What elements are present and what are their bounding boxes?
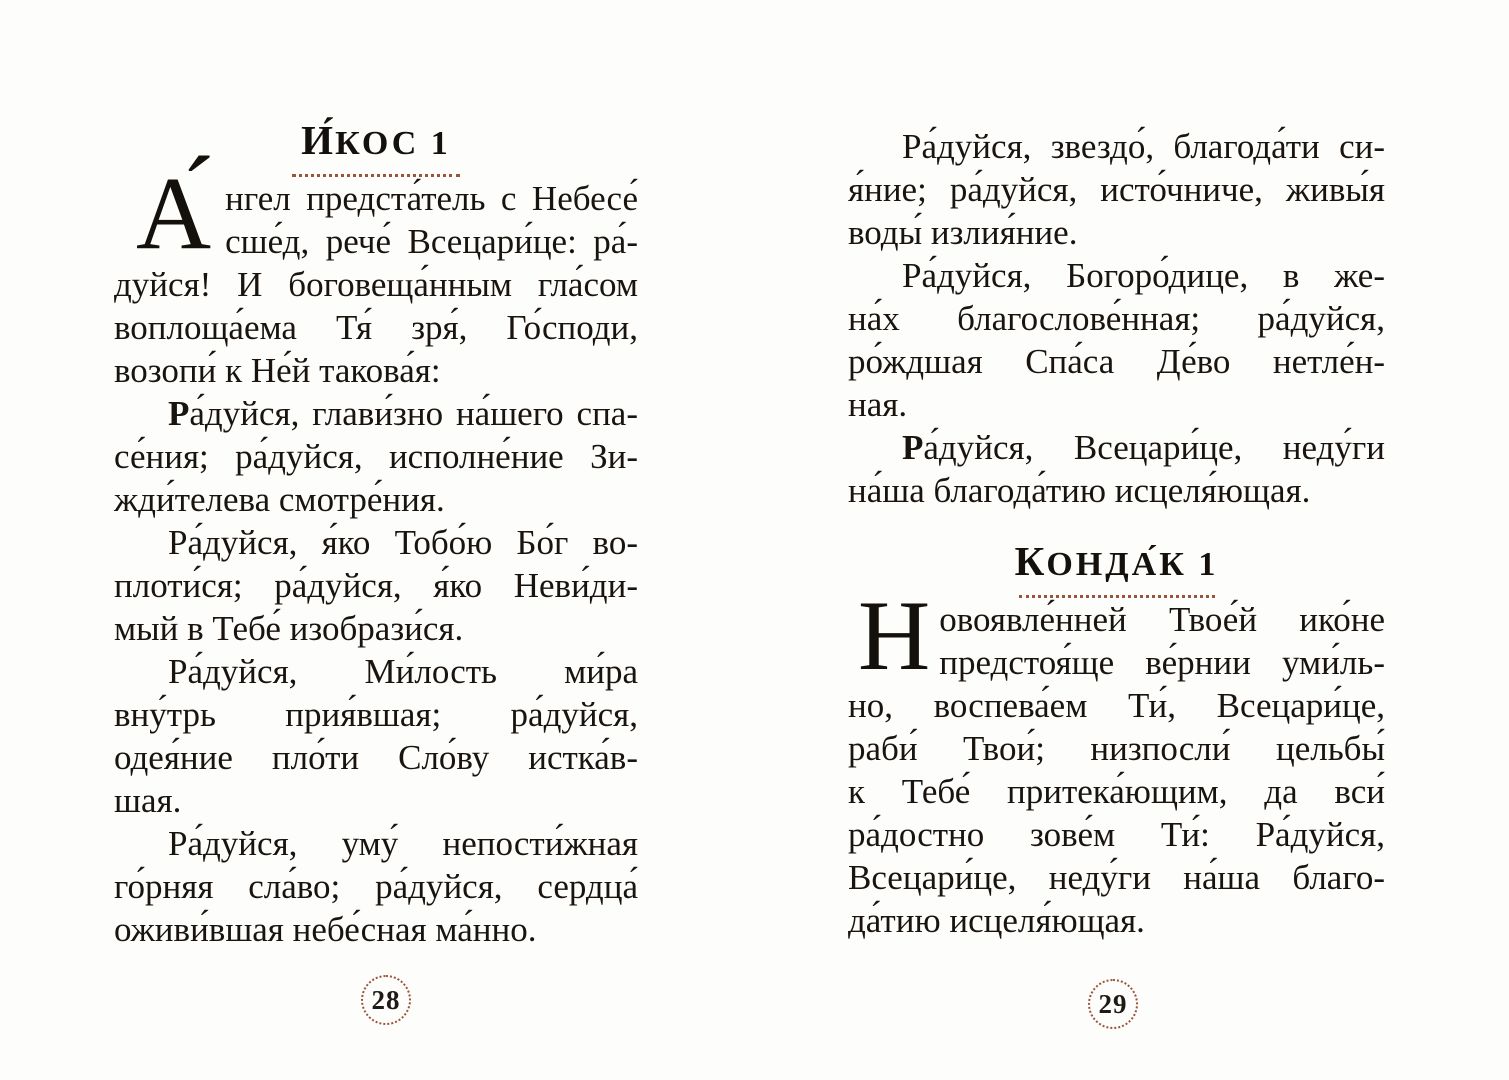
- text-line: Ра́дуйся, Богоро́дице, в же-: [902, 256, 1385, 295]
- text-line: Ра́дуйся, я́ко Тобо́ю Бо́г во-: [168, 523, 638, 562]
- text-line: вну́трь прия́вшая; ра́дуйся,: [114, 695, 638, 734]
- paragraph: [114, 156, 638, 392]
- bold-initial: Р: [902, 428, 924, 467]
- page-right-text-column: [848, 0, 1385, 942]
- text-line: Всецари́це, неду́ги на́ша благо-: [848, 858, 1385, 897]
- text-line: ро́ждшая Спа́са Де́во нетле́н-: [848, 342, 1385, 381]
- text-line: сше́д, рече́ Всецари́це: ра́-: [225, 222, 638, 261]
- paragraph: [848, 426, 1385, 512]
- paragraph: [114, 392, 638, 521]
- text-line: мый в Тебе́ изобрази́ся.: [114, 609, 464, 648]
- text-line: да́тию исцеля́ющая.: [848, 901, 1145, 940]
- text-line: одея́ние пло́ти Сло́ву истка́в-: [114, 738, 638, 777]
- paragraph: [114, 822, 638, 951]
- page-number: 29: [1098, 988, 1128, 1019]
- text-line: я́ние; ра́дуйся, исто́чниче, живы́я: [848, 170, 1385, 209]
- page-right: [754, 0, 1509, 1080]
- page-left: [0, 0, 754, 1080]
- bold-initial: Р: [168, 394, 190, 433]
- text-line: ная.: [848, 385, 908, 424]
- paragraph: [114, 521, 638, 650]
- paragraph: [848, 580, 1385, 942]
- text-line: но, воспева́ем Ти́, Всецари́це,: [848, 686, 1385, 725]
- page-left-text-column: [114, 0, 638, 951]
- heading-initial: К: [1014, 538, 1047, 584]
- text-line: раби́ Твои́; низпосли́ цельбы́: [848, 729, 1385, 768]
- heading-rest: КОС 1: [335, 125, 451, 162]
- text-line: воплоща́ема Тя́ зря́, Го́споди,: [114, 308, 638, 347]
- text-line: на́х благослове́нная; ра́дуйся,: [848, 299, 1385, 338]
- text-line: дуйся! И боговеща́нным гла́сом: [114, 265, 638, 304]
- text-line: шая.: [114, 781, 182, 820]
- page-number: 28: [371, 984, 401, 1015]
- text-line: се́ния; ра́дуйся, исполне́ние Зи-: [114, 437, 638, 476]
- text-line: Ра́дуйся, Всецари́це, неду́ги: [902, 428, 1385, 467]
- text-line: оживи́вшая небе́сная ма́нно.: [114, 910, 537, 949]
- paragraph: [114, 650, 638, 822]
- text-line: ра́достно зове́м Ти́: Ра́дуйся,: [848, 815, 1385, 854]
- text-line: к Тебе́ притека́ющим, да вси́: [848, 772, 1385, 811]
- page-number-badge-left: [361, 975, 411, 1025]
- text-line: на́ша благода́тию исцеля́ющая.: [848, 471, 1311, 510]
- drop-cap: А́: [136, 156, 212, 271]
- text-line: Ра́дуйся, звездо́, благода́ти си-: [902, 127, 1385, 166]
- heading-rest: ОНДА́К 1: [1046, 546, 1219, 583]
- heading-initial: И́: [301, 117, 336, 163]
- text-line: жди́телева смотре́ния.: [114, 480, 445, 519]
- text-line: го́рняя сла́во; ра́дуйся, сердца́: [114, 867, 638, 906]
- text-line: овоявле́нней Твое́й ико́не: [939, 600, 1385, 639]
- paragraph: [848, 125, 1385, 254]
- text-line: плоти́ся; ра́дуйся, я́ко Неви́ди-: [114, 566, 638, 605]
- text-line: воды́ излия́ние.: [848, 213, 1078, 252]
- page-number-badge-right: [1088, 979, 1138, 1029]
- text-line: возопи́ к Не́й такова́я:: [114, 351, 441, 390]
- drop-cap: Н: [858, 580, 931, 691]
- text-line: нгел предста́тель с Небесе́: [225, 179, 638, 218]
- text-line: Ра́дуйся, уму́ непости́жная: [168, 824, 638, 863]
- text-line: предстоя́ще ве́рнии уми́ль-: [939, 643, 1385, 682]
- text-line: Ра́дуйся, глави́зно на́шего спа-: [168, 394, 638, 433]
- text-line: Ра́дуйся, Ми́лость ми́ра: [168, 652, 638, 691]
- paragraph: [848, 254, 1385, 426]
